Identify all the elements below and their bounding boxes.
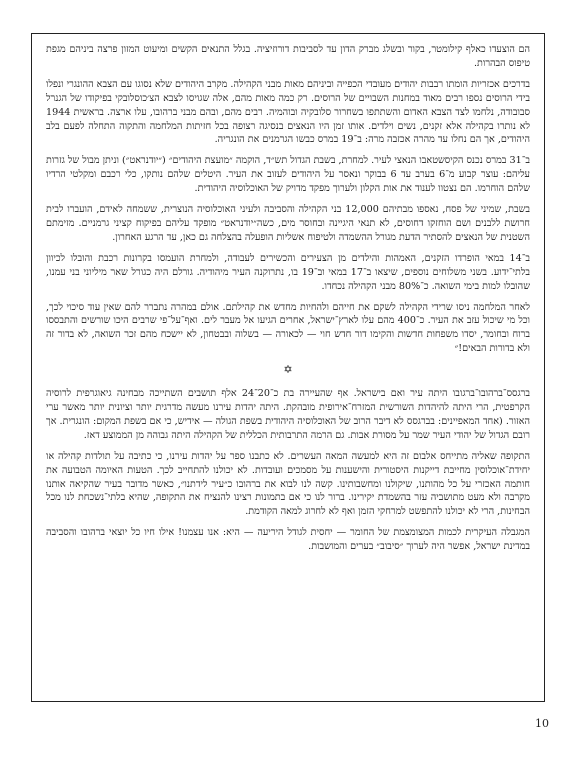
paragraph-march-to-doroshits: הם הוצעדו כאלף קילומטר, בקור ובשלג מברק הדון עד לסביבות דורוזיציה. בגלל התנאים הקשים ומיעוט המזון פרצה ביניהם מגפת טיפוס הבהרות. [46, 44, 530, 69]
paragraph-album-period: התקופה שאליה מתייחס אלבום זה היא למעשה המאה העשרים. לא כתבנו ספר על יהדות עירנו, כי כתיבה על תולדות קהילה או יחידת־אוכלוסין מחייבת דייקנות היסטורית והישענות על מסמכים ועובדות. לא יכולנו להתחייב לכך. הטעות האיומה הטבועה את חותמה האכזרי על כל מהותנו, שיקולנו ומחשבותינו. קשה לנו לבוא את ברהובו כ״עיר לידתנו״, כאשר מדובר בעיר שהקיאה אותנו מקרבה ולא מעט מתושביה עזר בהשמדת יקירינו. ברור לנו כי אם בתמונות רצינו להנציח את התקופה, שהיא בלתי־נשכחת לנו מכל הבחינות, הרי לא יכולנו להתפשט למרחקי הזמן ואף לא לחרוג למאה הקודמת. [46, 450, 530, 518]
paragraph-gestapo-arrival: ב־31 במרס נכנס הקיסשטאבו הנאצי לעיר. למחרת, בשבת הגדול תש״ד, הוקמה ״מועצת היהודים״ (״יודנראט״) וניתן מבול של גזרות עליהם: עוצר קבוע מ־6 בערב עד 6 בבוקר ונאסר על היהודים לעזוב את העיר. היטלים שלהם נותקו, כלי רכבם ומקלטי הרדיו שלהם הוחרמו. הם נצטוו לענוד את אות הקלון ולערוך מפקד מדויק של האוכלוסיה היהודית. [46, 155, 530, 195]
paragraph-after-the-war: לאחר המלחמה ניסו שרידי הקהילה לשקם את חייהם ולהחיות מחדש את קהילתם. אולם במהרה נתברר להם שאין עוד סיכוי לכך, וכל מי שיכול עזב את העיר. כ־400 מהם עלו לארץ־ישראל, אחרים הגיעו אל מעבר לים. ואף־על־פי שרבים היכו שורשים והתבססו ברוח ובחומר, יסדו משפחות חדשות והקימו דור חדש חוי — לכאורה — בשלוה ובבטחון, לא יישכח מהם זכר השואה, לא בדור זה ולא בדורות הבאים!״ [46, 301, 530, 355]
page-number: 10 [535, 717, 549, 730]
paragraph-material-limitation: המגבלה העיקרית לכמות המצומצמת של החומר — יחסית לגודל היריעה — היא: אנו עצמנו! אילו חיו כל יוצאי ברהובו והסביבה במדינת ישראל, אפשר היה לערוך ״סיבוב״ בערים והמושבות. [46, 527, 530, 553]
paragraph-forced-labor-deaths: בדרכים אכזריות הומתו רבבות יהודים מעובדי הכפייה וביניהם מאות מבני הקהילה. מקרב היהודים שלא נסוגו עם הצבא ההונגרי ונפלו בידי הרוסים נספו רבים מאוד במחנות השבויים של הרוסים. רק כמה מאות מהם, אלה שגויסו לצבא הצ׳כוסלובקי בפיקודו של הגנרל סבובודה, נלחמו לצד הצבא האדום והשתתפו בשחרור סלובקיה ובוהמיה. רבים מהם, ובהם מבני ברהובו, עלו ארצה. בראשית 1944 לא נותרו בקהילה אלא זקנים, נשים וילדים. אותו זמן היו הנאצים בנסיגה רצופה בכל חזיתות המלחמה והתקוה התחלה לפעם בלב היהודים, אך הם נחלו עד מהרה אכזבה מרה: ב־19 במרס כבשו הגרמנים את הונגריה. [46, 78, 530, 146]
paragraph-brick-factory-ghetto: בשבת, שמיני של פסח, נאספו מבתיהם 12,000 בני הקהילה והסביבה ולעיני האוכלוסיה הנוצרית, ששמחה לאידם, הועברו לבית חרושת ללבנים ושם הוחזקו דחוסים, לא תנאי היגיינה ובחוסר מים, כשה״יודנראט״ מופקד עליהם בפיקוח קציני גרמניים. מזימתם השטנית של הנאצים להסתיר הדעת מגורל ההשמדה ולטיפוח אשליות הופעלה בהצלחה גם כאן, עד הרגע האחרון. [46, 204, 530, 243]
star-of-david-separator-icon: ✡ [283, 363, 293, 377]
paragraph-deportations: ב־14 במאי הופרדו הזקנים, האמהות והילדים מן הצעירים והכשירים לעבודה, ולמחרת הועמסו בקרונות רכבת והובלו לכיוון בלתי־ידוע. בשני משלוחים נוספים, שיצאו ב־17 במאי וב־19 בו, נתרוקנה העיר מיהודיה. גורלם היה כגורל שאר מיליוני בני עמנו, שהובלו למות בימי השואה. כ־80% מבני הקהילה נכחדו. [46, 252, 531, 292]
paragraph-city-description: ברגסס־ברהובו־ברגובו היתה עיר ואם בישראל. אף שהעיירה בת כ־20־24 אלף תושבים השתייכה מבחינה גיאוגרפית לרוסיה הקרפטית, הרי היתה להיהדות השורשית המזרח־אירופית מובהקת. היתה יהדות עירנו מעשה מדרגית יותר וציונית יותר מאשר ערי האזור. (אחד המאפיינים: בברגסס לא דיבר הרוב של האוכלוסיה היהודית בשפת הגולה — אידיש, כי אם בשפת המקום: הונגרית. אך רובם הגדול של יהודי העיר שמר על מסורת אבות. גם הרמה התרבותית הכללית של הקהילה היתה גבוהה מן הממוצע דאז. [46, 388, 530, 441]
text-frame [31, 33, 545, 702]
